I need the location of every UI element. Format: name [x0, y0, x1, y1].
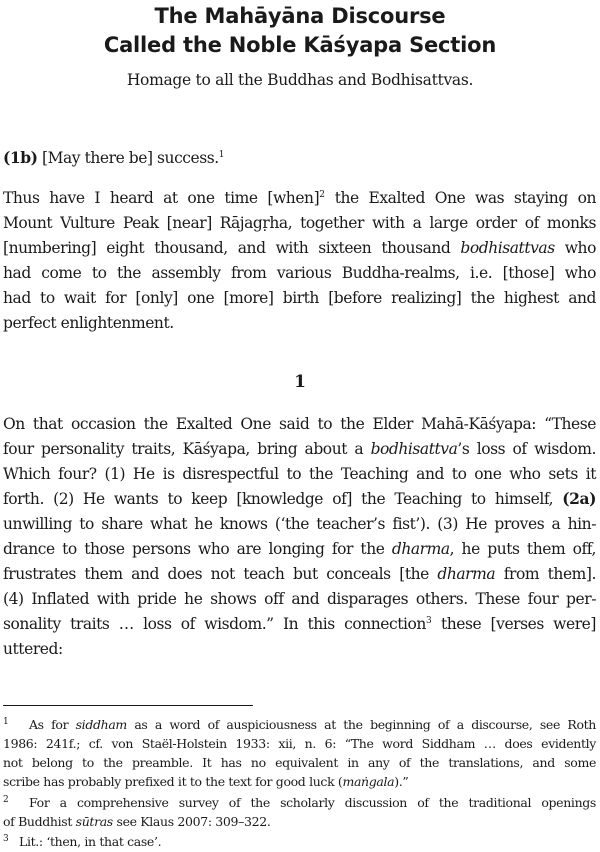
p3-line-7 — [3, 564, 596, 584]
footnote-ref-3: 3 — [425, 616, 432, 626]
text: forth. (2) He wants to keep [knowledge of] the Teaching to himself, — [3, 490, 563, 508]
verse-marker: (2a) — [562, 489, 596, 508]
section-number: 1 — [294, 372, 306, 392]
text: ).” — [394, 774, 409, 789]
footnote-1-line-3: not belong to the preamble. It has no equivalent in any of the translations, and some — [3, 755, 596, 770]
italic-term: dharma — [437, 565, 496, 583]
italic-term: sūtras — [75, 814, 113, 829]
p2-line-3 — [3, 238, 596, 258]
p3-line-5: unwilling to share what he knows (‘the teacher’s fist’). (3) He proves a hin- — [3, 515, 596, 533]
text: of Buddhist — [3, 814, 76, 829]
p3-line-4 — [3, 489, 596, 509]
text: As for — [29, 717, 76, 732]
p2-line-4: had come to the assembly from various Buddha-realms, i.e. [those] who — [3, 264, 596, 282]
text: Thus have I heard at one time [when] — [3, 189, 320, 207]
text: who — [554, 239, 596, 257]
verse-marker: (1b) — [3, 148, 38, 167]
footnote-3: 3 Lit.: ‘then, in that case’. — [3, 834, 162, 849]
footnote-1-line-2: 1986: 241f.; cf. von Staël-Holstein 1933: xii, n. 6: “The word Siddham … does evidently — [3, 736, 596, 751]
footnote-1-line-4 — [3, 772, 596, 791]
p3-line-8: (4) Inflated with pride he shows off and disparages others. These four per- — [3, 590, 596, 608]
p2-line-2: Mount Vulture Peak [near] Rājagṛha, together with a large order of monks — [3, 214, 596, 232]
italic-term: dharma — [391, 540, 450, 558]
text: these [verses were] — [431, 615, 596, 633]
p3-line-1: On that occasion the Exalted One said to the Elder Mahā-Kāśyapa: “These — [3, 415, 596, 433]
p3-line-6 — [3, 539, 596, 559]
footnote-2-line-1: 2 For a comprehensive survey of the scholarly discussion of the traditional openings — [3, 795, 596, 810]
footnote-ref-2: 2 — [319, 190, 325, 200]
text: , he puts them off, — [449, 540, 597, 558]
text: sonality traits … loss of wisdom.” In this connection — [3, 615, 426, 633]
homage-line: Homage to all the Buddhas and Bodhisattvas. — [126, 71, 474, 89]
text: the Exalted One was staying on — [324, 189, 596, 207]
italic-term: siddham — [75, 717, 127, 732]
title-line-1: The Mahāyāna Discourse — [154, 4, 446, 28]
text: as a word of auspiciousness at the beginning of a discourse, see Roth — [126, 717, 596, 732]
p2-line-6: perfect enlightenment. — [3, 314, 174, 332]
p2-line-1 — [3, 188, 596, 208]
text: see Klaus 2007: 309–322. — [112, 814, 271, 829]
italic-term: bodhisattvas — [460, 239, 555, 257]
title-line-2: Called the Noble Kāśyapa Section — [103, 33, 497, 57]
paragraph-text: [May there be] success. — [37, 149, 219, 167]
footnote-ref-1: 1 — [218, 150, 225, 160]
text: from them]. — [495, 565, 596, 583]
text: For a comprehensive survey of the scholarly discussion of the traditional openings — [29, 795, 596, 810]
text: frustrates them and does not teach but conceals [the — [3, 565, 438, 583]
p3-line-3: Which four? (1) He is disrespectful to the Teaching and to one who sets it — [3, 465, 596, 483]
text: Lit.: ‘then, in that case’. — [19, 834, 162, 849]
text: [numbering] eight thousand, and with sixteen thousand — [3, 239, 461, 257]
footnote-1-line-1: 1 As for siddham as a word of auspiciousness at the beginning of a discourse, see Roth — [3, 717, 596, 732]
p3-line-2 — [3, 439, 596, 459]
text: drance to those persons who are longing for the — [3, 540, 392, 558]
text: ’s loss of wisdom. — [457, 440, 596, 458]
footnote-2-line-2 — [3, 812, 596, 831]
p3-line-10: uttered: — [3, 640, 63, 658]
text: scribe has probably prefixed it to the text for good luck ( — [3, 774, 343, 789]
p3-line-9 — [3, 614, 596, 634]
paragraph-1b — [3, 148, 596, 168]
footnote-divider — [3, 705, 253, 706]
text: four personality traits, Kāśyapa, bring about a — [3, 440, 371, 458]
p2-line-5: had to wait for [only] one [more] birth [before realizing] the highest and — [3, 289, 596, 307]
italic-term: bodhisattva — [370, 440, 458, 458]
italic-term: maṅgala — [342, 774, 395, 789]
